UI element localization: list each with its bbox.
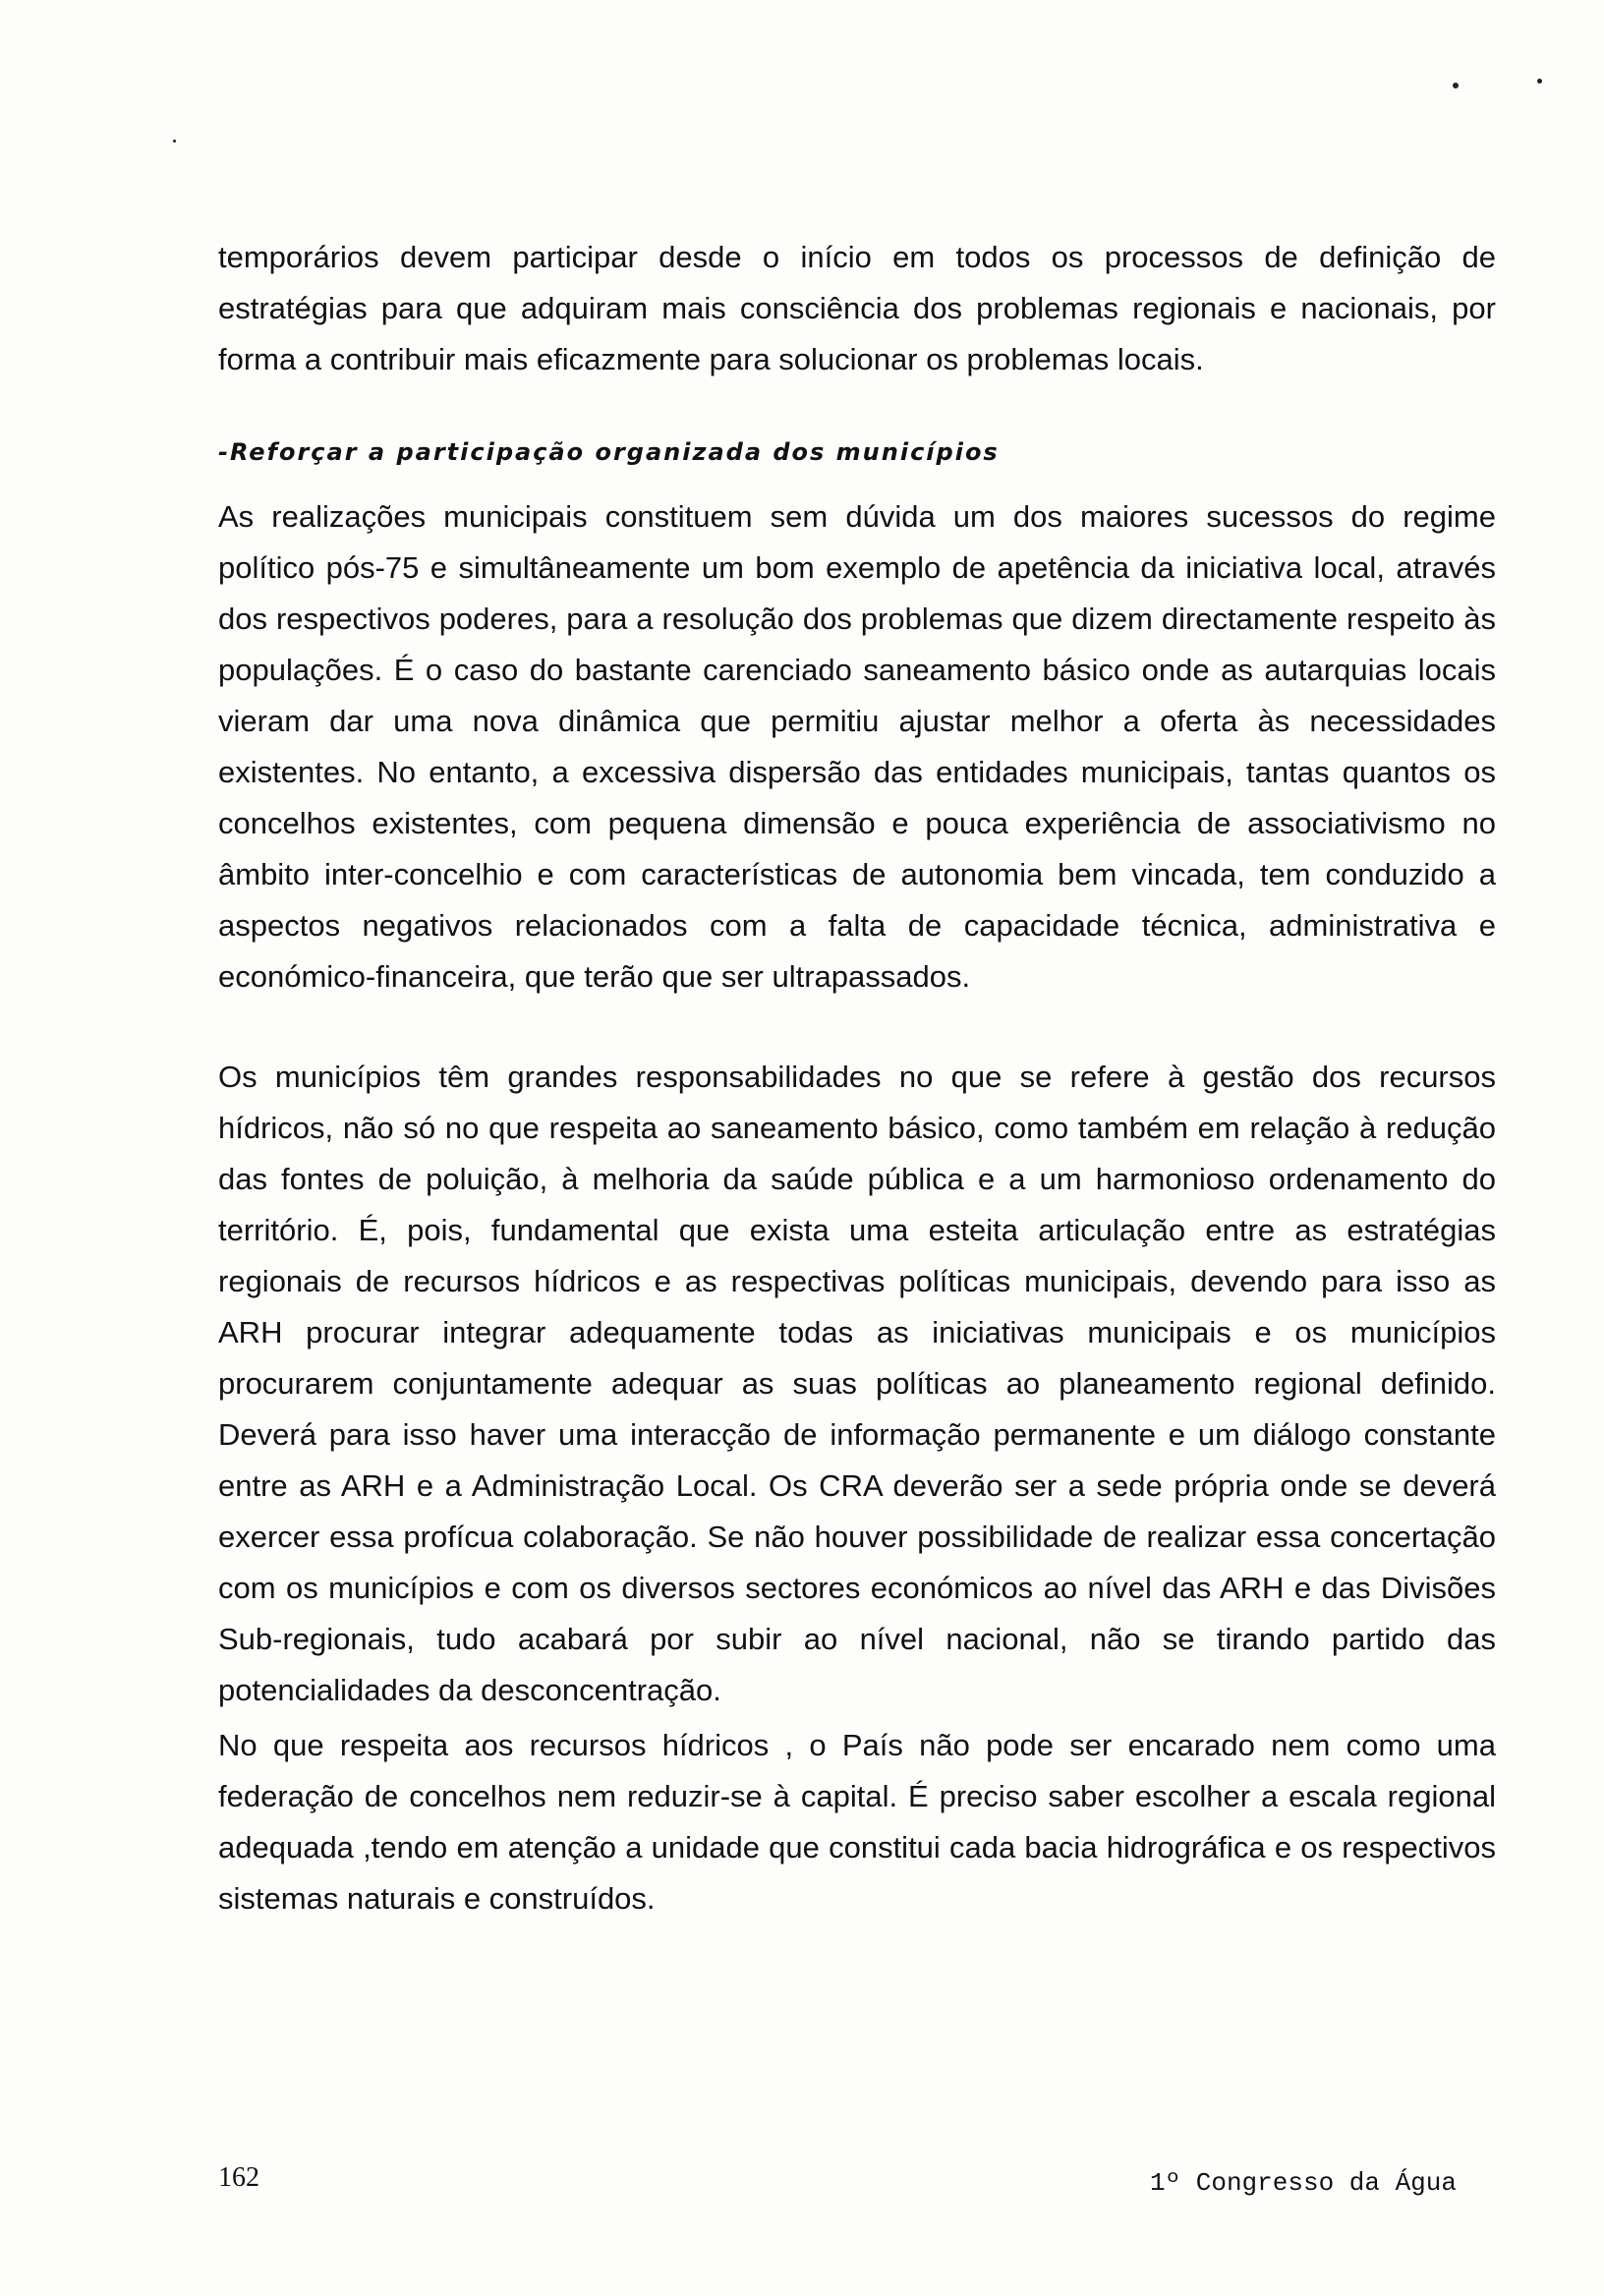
scan-speck xyxy=(173,140,176,143)
paragraph-3: Os municípios têm grandes responsabilidades no que se refere à gestão dos recursos hídricos, não só no que respeita ao saneamento básico, como também em relação à redução das fontes de poluição, à melhoria da saúde pública e a um harmonioso ordenamento do território. É, pois, fundamental que exista uma esteita articulação entre as estratégias regionais de recursos hídricos e as respectivas políticas municipais, devendo para isso as ARH procurar integrar adequamente todas as iniciativas municipais e os municípios procurarem conjuntamente adequar as suas políticas ao planeamento regional definido. Deverá para isso haver uma interacção de informação permanente e um diálogo constante entre as ARH e a Administração Local. Os CRA deverão ser a sede própria onde se deverá exercer essa profícua colaboração. Se não houver possibilidade de realizar essa concertação com os municípios e com os diversos sectores económicos ao nível das ARH e das Divisões Sub-regionais, tudo acabará por subir ao nível nacional, não se tirando partido das potencialidades da desconcentração. xyxy=(218,1060,1496,1707)
paragraph-1: temporários devem participar desde o início em todos os processos de definição de estratégias para que adquiram mais consciência dos problemas regionais e nacionais, por forma a contribuir mais eficazmente para solucionar os problemas locais. xyxy=(218,240,1496,376)
scan-speck xyxy=(1537,79,1542,84)
paragraph-2: As realizações municipais constituem sem dúvida um dos maiores sucessos do regime político pós-75 e simultâneamente um bom exemplo de apetência da iniciativa local, através dos respectivos poderes, para a resolução dos problemas que dizem directamente respeito às populações. É o caso do bastante carenciado saneamento básico onde as autarquias locais vieram dar uma nova dinâmica que permitiu ajustar melhor a oferta às necessidades existentes. No entanto, a excessiva dispersão das entidades municipais, tantas quantos os concelhos existentes, com pequena dimensão e pouca experiência de associativismo no âmbito inter-concelhio e com características de autonomia bem vincada, tem conduzido a aspectos negativos relacionados com a falta de capacidade técnica, administrativa e económico-financeira, que terão que ser ultrapassados. xyxy=(218,499,1496,994)
section-heading: -Reforçar a participação organizada dos municípios xyxy=(218,438,1000,466)
paragraph-4: No que respeita aos recursos hídricos , o País não pode ser encarado nem como uma federação de concelhos nem reduzir-se à capital. É preciso saber escolher a escala regional adequada ,tendo em atenção a unidade que constitui cada bacia hidrográfica e os respectivos sistemas naturais e construídos. xyxy=(218,1728,1496,1916)
publication-title: 1º Congresso da Água xyxy=(1149,2168,1457,2198)
scan-speck xyxy=(1453,83,1459,88)
page-number: 162 xyxy=(218,2162,259,2193)
